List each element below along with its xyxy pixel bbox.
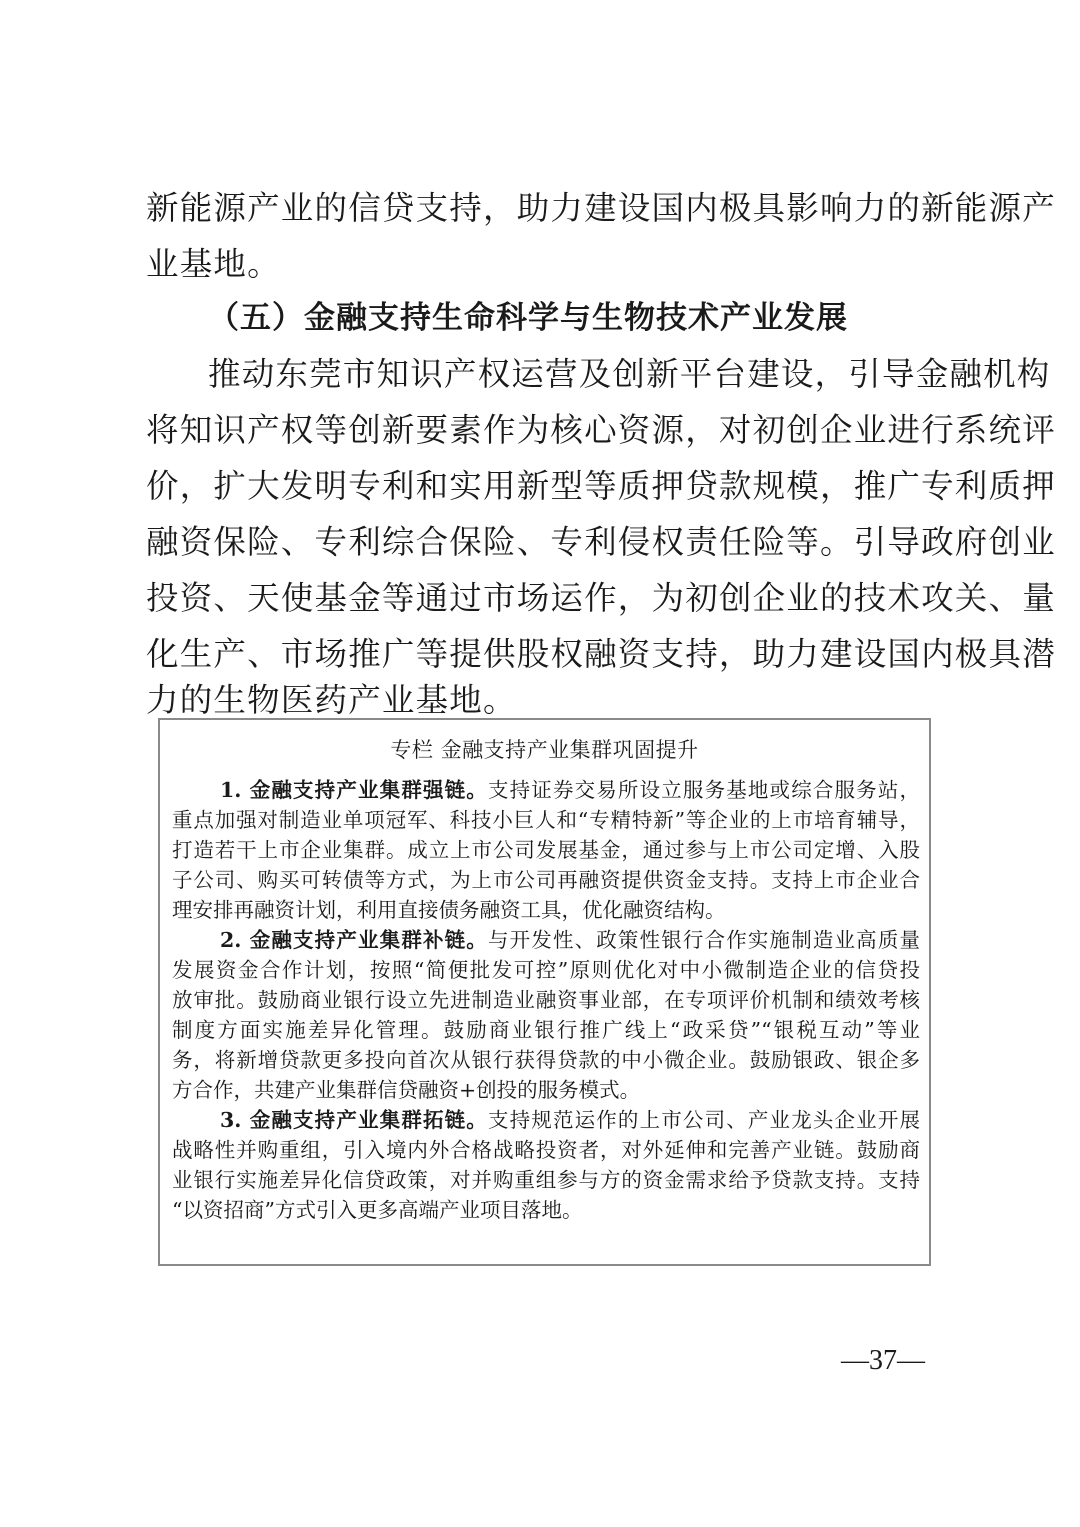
- box-item-lead: 1. 金融支持产业集群强链。: [220, 778, 488, 802]
- body-text-line: 融资保险、专利综合保险、专利侵权责任险等。引导政府创业: [146, 523, 1056, 561]
- box-item-1-first-line: [220, 776, 920, 804]
- box-text-line: “以资招商”方式引入更多高端产业项目落地。: [172, 1198, 583, 1222]
- box-text-line: 放审批。鼓励商业银行设立先进制造业融资事业部，在专项评价机制和绩效考核: [172, 988, 920, 1012]
- box-item-text: 与开发性、政策性银行合作实施制造业高质量: [487, 928, 921, 952]
- box-text-line: 方合作，共建产业集群信贷融资+创投的服务模式。: [172, 1078, 641, 1102]
- box-item-3-first-line: [220, 1106, 920, 1134]
- box-text-line: 务，将新增贷款更多投向首次从银行获得贷款的中小微企业。鼓励银政、银企多: [172, 1048, 920, 1072]
- body-text-line: 价，扩大发明专利和实用新型等质押贷款规模，推广专利质押: [146, 467, 1056, 505]
- box-item-2-first-line: [220, 926, 920, 954]
- box-text-line: 重点加强对制造业单项冠军、科技小巨人和“专精特新”等企业的上市培育辅导，: [172, 808, 920, 832]
- box-text-line: 制度方面实施差异化管理。鼓励商业银行推广线上“政采贷”“银税互动”等业: [172, 1018, 920, 1042]
- body-text-line: 业基地。: [146, 245, 281, 283]
- box-item-lead: 2. 金融支持产业集群补链。: [220, 928, 488, 952]
- box-text-line: 发展资金合作计划，按照“简便批发可控”原则优化对中小微制造企业的信贷投: [172, 958, 920, 982]
- box-text-line: 理安排再融资计划，利用直接债务融资工具，优化融资结构。: [172, 898, 726, 922]
- box-text-line: 子公司、购买可转债等方式，为上市公司再融资提供资金支持。支持上市企业合: [172, 868, 920, 892]
- body-text-line: 新能源产业的信贷支持，助力建设国内极具影响力的新能源产: [146, 189, 1056, 227]
- box-item-text: 支持证券交易所设立服务基地或综合服务站，: [487, 778, 921, 802]
- box-text-line: 战略性并购重组，引入境内外合格战略投资者，对外延伸和完善产业链。鼓励商: [172, 1138, 920, 1162]
- box-item-text: 支持规范运作的上市公司、产业龙头企业开展: [487, 1108, 921, 1132]
- body-text-line: 化生产、市场推广等提供股权融资支持，助力建设国内极具潜: [146, 635, 1056, 673]
- body-text-line: 推动东莞市知识产权运营及创新平台建设，引导金融机构: [208, 355, 1051, 393]
- body-text-line: 投资、天使基金等通过市场运作，为初创企业的技术攻关、量: [146, 579, 1056, 617]
- sidebar-column-box: [158, 718, 931, 1266]
- box-item-lead: 3. 金融支持产业集群拓链。: [220, 1108, 488, 1132]
- box-title: 专栏 金融支持产业集群巩固提升: [390, 738, 699, 762]
- box-text-line: 业银行实施差异化信贷政策，对并购重组参与方的资金需求给予贷款支持。支持: [172, 1168, 920, 1192]
- box-text-line: 打造若干上市企业集群。成立上市公司发展基金，通过参与上市公司定增、入股: [172, 838, 920, 862]
- body-text-line: 将知识产权等创新要素作为核心资源，对初创企业进行系统评: [146, 411, 1056, 449]
- page-number: —37—: [841, 1345, 925, 1376]
- section-heading: （五）金融支持生命科学与生物技术产业发展: [208, 300, 848, 336]
- body-text-line: 力的生物医药产业基地。: [146, 681, 517, 719]
